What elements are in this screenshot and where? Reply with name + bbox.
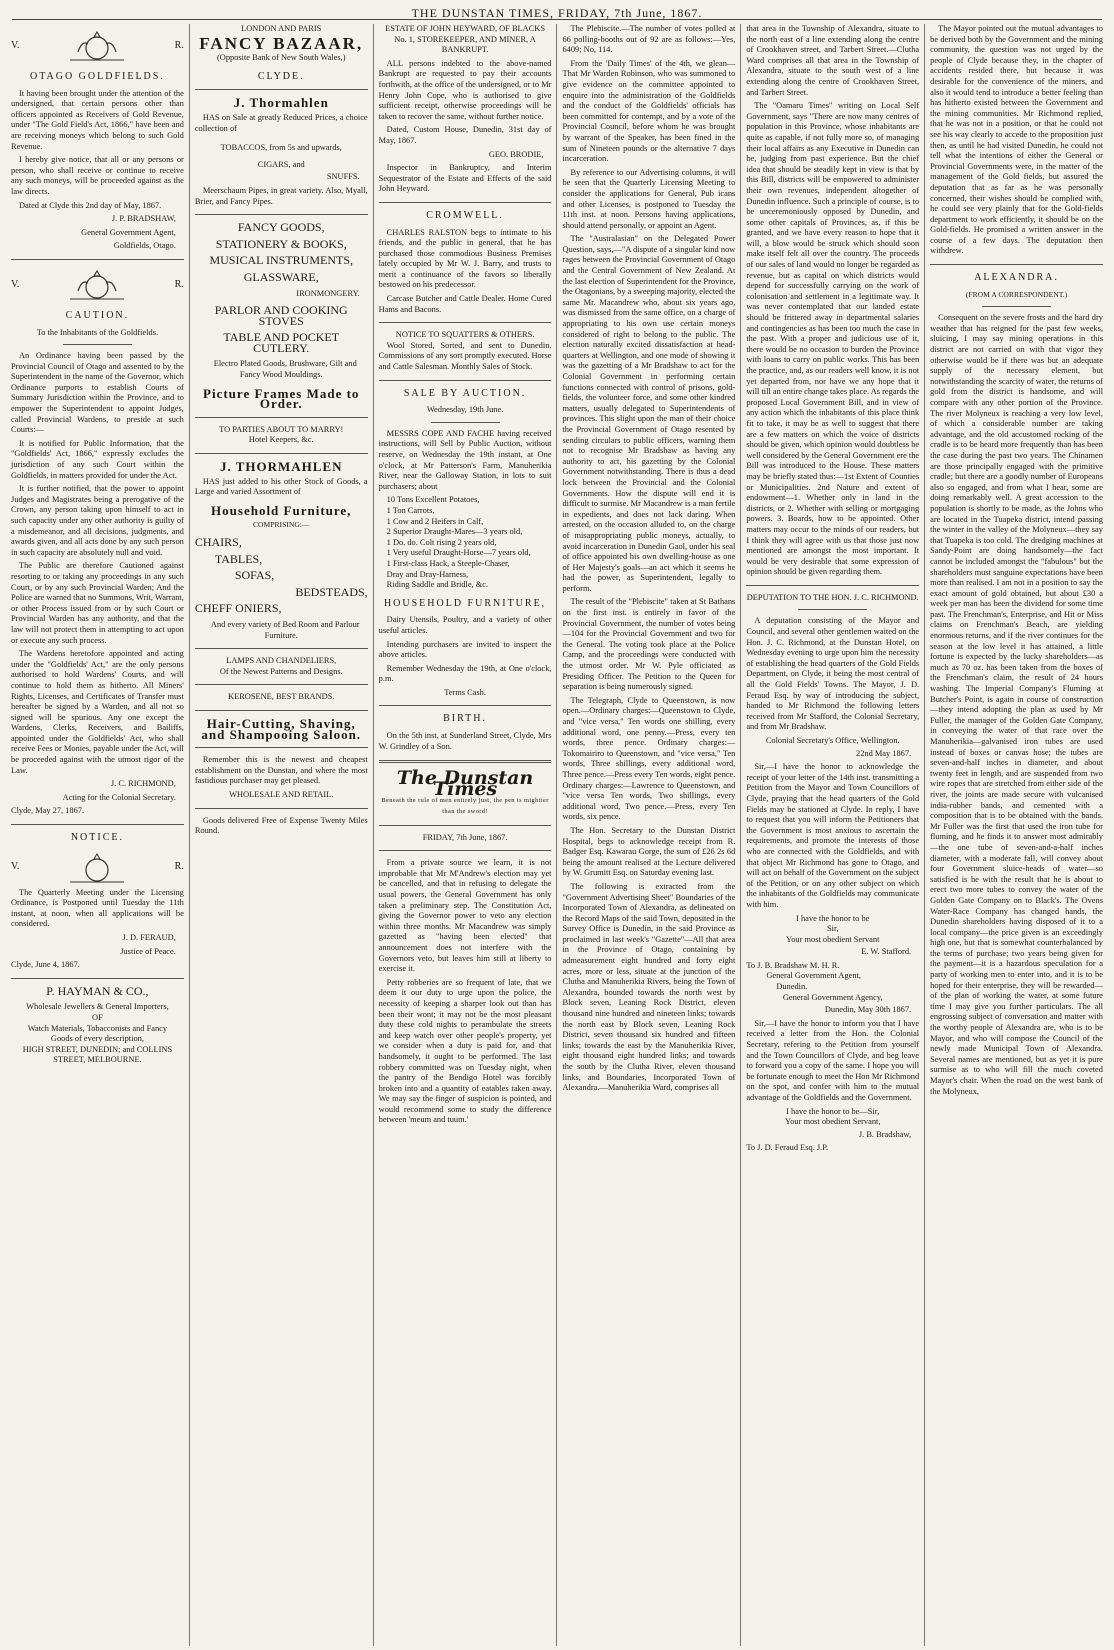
estate-heading: ESTATE OF JOHN HEYWARD, OF BLACKS No. 1, STOREKEEPER, AND MINER, A BANKRUPT. xyxy=(385,24,545,55)
notice-heading: NOTICE. xyxy=(70,832,124,844)
goldfields-heading: OTAGO GOLDFIELDS. xyxy=(29,71,165,82)
thormahlen-name: J. Thormahlen xyxy=(233,95,329,111)
royal-arms-3: V. R. xyxy=(11,850,184,886)
royal-crest-icon xyxy=(62,28,132,64)
column-5: that area in the Township of Alexandra, situate to the north east of a line extending along the centre of Crookhaven street, and Tarbert Street.—Clutha Ward comprises all that area in the Township of Alexandra, situate to the south west of a line extending along the centre of Crookhaven Street, and Tarbert Street. The "Oamaru Times" writing on Local Self Government, says "There are now many centres of population in this Province, whose inhabitants are quite as capable, if not fully more so, of managing their local affairs as any Executive in Dunedin can be, judging from past experience. But the chief idea that should be steadily kept in view is that by this Bill, districts will be empowered to administer their own revenues, independent altogether of Dunedin influence. Such a principle of course, is to be unceremoniously opposed by Dunedin, and some other capitals of Provinces, as, if this be granted, and we have every reason to hope that it will, a blow would be struck which should soon make itself felt all over the country. The proceeds of our sales of land would no longer be regarded as revenue, but as capital on which districts would depend for successfully carrying on the work of colonisation and settlement in a legitimate way. It was never contemplated that our landed estate should be frittered away in departmental salaries and contingencies as has been too much the case in the past. With a proper and judicious use of it, there would be no occasion to burden the Province with loans to carry on public works. This has been the practice, and, as our readers well know, it is not yet departed from, nor have we any hope that it will till an entire change takes place. As regards the proposed Local Government Bill, and in view of any action which the inhabitants of this place think fit to take, it may be as well to suggest that there are a few matters on which the voice of districts should be given, which opinion would doubtless be well considered by the General Government ere the Bill was introduced to the House. These matters may be briefly stated thus:—1st Extent of Counties or Municipalities. 2nd Nature and extent of endowment—1. Whether only in land in the districts, or 2. Whether with selling or mortgaging powers. 3. Boards, how to be appointed. Other matters may occur to the minds of our readers, but I think they will agree with us that those just now mentioned are amongst the most important. It would be very desirable that some expression of opinion should be given regarding them. DEPUTATION TO THE HON. J. C. RICHMOND. A deputation consisting of the Mayor and Council, and several other gentlemen waited on the Hon. J. C. Richmond, at the Dunstan Hotel, on Wednesday evening to urge upon him the necessity of establishing the head quarters of the Gold Fields Department, on Clyde, it being the most central of all the Gold Fields' Towns. The Mayor, J. D. Feraud Esq. by way of introducing the subject, handed to Mr Richmond the following letters received from Mr Stafford, the Colonial Secretary, and from Mr Bradshaw. Colonial Secretary's Office, Wellington. 22nd May 1867. Sir,—I have the honor to acknowledge the receipt of your letter of the 14th inst. transmitting a Petition from the Mayor and Town Councillors of Clyde, praying that the head quarters of the Gold Fields may be stationed at Clyde. In reply, I have to request that you will inform the Petitioners that the Government is most anxious to ascertain the requirements, and promote the interests of those who are connected with the Goldfields, and with that object Mr Richmond has gone to Otago, and will act on behalf of the Government on the subject of the Petition, or on any other subject on which the inhabitants of the Goldfields may communicate with him. I have the honor to be Sir, Your most obedient Servant E. W. Stafford. To J. B. Bradshaw M. H. R. General Government Agent, Dunedin. General Government Agency, Dunedin, May 30th 1867. Sir,—I have the honor to inform you that I have received a letter from the Hon. the Colonial Secretary, refering to the Petition from yourself and the Town Councillors of Clyde, and beg leave to forward you a copy of the same. I hope you will be fortunate enough to meet the Hon Mr Richmond on the spot, and confer with him to the mutual advantage of the Goldfields and the Government. I have the honor to be—Sir, Your most obedient Servant, J. B. Bradshaw, To J. D. Feraud Esq. J.P. xyxy=(741,24,925,1646)
hayman-heading: P. HAYMAN & CO., xyxy=(46,983,149,998)
column-6: The Mayor pointed out the mutual advantages to be derived both by the Government and the mining community, the question was not urged by the people of Clyde because they, in the chapter of accidents resided there, but because it was desirable for the convenience of the miners, and also it would tend to introduce a better feeling than has hitherto existed between the Government and the mining communities. Mr Richmond replied, that he was not in a position, or that he could not see his way clearly to accede to the proposition just then, as until he had visited Dunedin, he could not tell what the intentions of either the General or Provincial Governments were, in the matter of the management of the Gold fields, but assured the deputation that as far as he was personally concerned, their wishes should be complied with, he could see very plainly that for the Gold-fields department to work efficiently, it should be on the Gold-fields. He promised a written answer in the course of a few days. The deputation then withdrew. ALEXANDRA. (FROM A CORRESPONDENT.) Consequent on the severe frosts and the hard dry weather that has reigned for the past few weeks, sluicing, I may say mining operations in this district are not carried on with that vigor they otherwise would be if there was but an adequate supply of the necessary element, but notwithstanding the scarcity of water, the returns of gold from the district is handsome, and will compare with any other portion of the Province. The river Molyneux is reaching a very low level, of which a considerable number are taking advantage, and the old accustomed rocking of the cradle is to be heard more frequently than has been the case during the past two years. The Chinamen are those principally engaged with the primitive cradle; but there are a goodly number of Europeans also so engaged, and from what I hear, some are doing remarkably well. A great accession to the population is shortly to be made, as the Johns who are located in the Tuapeka district, intend passing the winter in the valley of the Molyneux—they say that Tuapeka is too cold. The dredging machines at Sandy-Point are doing handsomely—the fact cannot be included amongst the "fabulous" but the shareholders must sanguine expectations have been more than realised. I am not in a position to say the exact amount of gold obtained, but about £30 a week per man has been the dividend for some time past. The Frenchman's, Enterprise, and Hit or Miss claims on Frenchman's Beach, are yielding enormous returns, and if the river continues for the season at the low level it has attained, a little fortune is expected by the lucky shareholders—as much as 70 oz. has been taken from the boxes of the Frenchman's claim, the result of 24 hours washing. The Imperial Company's Fluming at Butcher's Point, is again in course of construction—they intend adopting the plan as used by Mr Fuller, the manager of the Golden Gate Company, in conveying the water of that race over the Manuherikia—galvanised iron tubes are used instead of boxes or canvas hose; the tubes are seven-and-half inches in diameter, and about twenty feet in length, and are suspended from two wire ropes that are stretched from either side of the river, the joints are made secure with vulcanised india-rubber bands, and cemented with a composition that is to be obtained with the bands. Mr Fuller was the first that used the iron tube for fluming, and he finds it to answer most admirably—the one tube of seven-and-a-half inches diameter, with a moderate fall, will convey about four Government sluice-heads of water—so satisfied is he with the result that he is about to erect two more tubes to convey the water of the Golden Gate Company on to Black's. The Ovens Water-Race Company has changed hands, the Dunedin shareholders having disposed of it to a local company—the price given is an exceedingly high one, but that is somewhat counterbalanced by the terms of purchase; two years being given for the payment—it is a hazardous speculation for a party of working men to enter into, and it is to be hoped for their enterprise, they will be rewarded—of the plan of working the water, at some future time I may give you further particulars. The all engrossing subject of conversation and matter with the worthy people of Alexandra are, who is to be Mayor, and who will compose the Council of the newly made Municipal Town of Alexandra. Several names are mentioned, but as yet it is pure surmise as to who will fill the much coveted Mayor's chair. When the road on the west bank of the Molyneux, xyxy=(930,24,1103,1096)
royal-arms-2: V. R. xyxy=(11,267,184,303)
column-2: LONDON AND PARIS FANCY BAZAAR, (Opposite Bank of New South Wales,) CLYDE. J. Thormahlen HAS on Sale at greatly Reduced Prices, a choice collection of TOBACCOS, from 5s and upwards, CIGARS, and SNUFFS. Meerschaum Pipes, in great variety. Also, Myall, Brier, and Fancy Pipes. FANCY GOODS, STATIONERY & BOOKS, MUSICAL INSTRUMENTS, GLASSWARE, IRONMONGERY. PARLOR AND COOKING STOVES TABLE AND POCKET CUTLERY. Electro Plated Goods, Brushware, Gilt and Fancy Wood Mouldings. Picture Frames Made to Order. TO PARTIES ABOUT TO MARRY! Hotel Keepers, &c. J. THORMAHLEN HAS just added to his other Stock of Goods, a Large and varied Assortment of Household Furniture, COMPRISING:— CHAIRS, TABLES, SOFAS, BEDSTEADS, CHEFF ONIERS, And every variety of Bed Room and Parlour Furniture. LAMPS AND CHANDELIERS, Of the Newest Patterns and Designs. KEROSENE, BEST BRANDS. Hair-Cutting, Shaving, and Shampooing Saloon. Remember this is the newest and cheapest establishment on the Dunstan, and where the most fastidious purchaser may get pleased. WHOLESALE AND RETAIL. Goods delivered Free of Expense Twenty Miles Round. xyxy=(190,24,374,1646)
birth-heading: BIRTH. xyxy=(443,713,488,725)
column-4: The Plebiscite.—The number of votes polled at 66 polling-booths out of 92 are as follows:—Yes, 6409; No, 114. From the 'Daily Times' of the 4th, we glean—That Mr Warden Robinson, who was summoned to give evidence on the committee appointed to enquire into the administration of the Goldfields and the conduct of the Goldfields' officials has been committed for contempt, and by a vote of the Provincial Council, before whom he was brought by warrant of the Speaker, has been fined in the sum of Nineteen pounds or the alternative 7 days incarceration. By reference to our Advertising columns, it will be seen that the Quarterly Licensing Meeting to consider the applications for General, Pub icans and other Licenses, is postponed to Tuesday the 11th inst. at noon. Persons having applications, should attend personally, or appoint an Agent. The "Australasian" on the Delegated Power Question, says,—"A dispute of a singular kind now rages between the Provincial Government of Otago and the Central Government of New Zealand. At the last election of Superintendent for the Province, the Otagonians, by a sweeping majority, elected the same Mr. Macandrew who, about six years ago, was dismissed from the same office, on a charge of appropriating to his own use certain moneys considered of right to belong to the public. The election naturally excited dissatisfaction at head-quarters at Wellington, and one mode of showing it was the gazetting of a Mr Bradshaw to act for the Colonial Government in performing certain functions connected with control of prisons, gold-fields, the volunteer force, and some other kindred matters, usually delegated to Superintendents of provinces. This slight upon the man of their choice the Provincial Government of Otago resented by sending circulars to public officers, warning them not to recognise Mr Bradshaw as having any authority to act, his gazetting by the Colonial Government notwithstanding. There is thus a dead lock between the Provincial and the Colonial Governments. How the dispute will end it is difficult to surmise. Mr Macandrew is a man fertile in expedients, and does not lack daring. When arrested, on the occasion alluded to, on the charge of misappropriating public moneys, actually, to avoid incarceration in Dunedin Gaol, under his seal of office appointed his own dwelling-house as one of Her Majesty's goals—an act which it seems he had the power, as Superintendent, legally to perform. The result of the "Plebiscite" taken at St Bathans on the first inst. is entirely in favor of the Provincial Government, the number of votes being—104 for the Provincial Government and two for the General. The voting took place at the Police Camp, and the proceedings were conducted with the utmost order. Mr W. Pyle officiated as Presiding Officer. The Petition to the Queen for separation is being numerously signed. The Telegraph, Clyde to Queenstown, is now open.—Ordinary charges:—Queenstown to Clyde, and "vice versa," Ten words one shilling, every additional word, one penny.—Press, every ten words, three pence. Ordinary charges:—Tokomairiro to Queenstown, and "vice versa," Ten words, Three shillings, every additional word, Three pence.—Press every Ten words, eight pence. Ordinary charges:—Lawrence to Queenstown, and "vice versa Ten words, Two shillings, every additional word, Two pence.—Press, every Ten words, six pence. The Hon. Secretary to the Dunstan District Hospital, begs to acknowledge receipt from R. Badger Esq. Kawarau Gorge, the sum of £26 2s 6d being the amount realised at the Lecture delivered by W. Grumitt Esq. on Saturday evening last. The following is extracted from the "Government Advertising Sheet" Boundaries of the Incorporated Town of Alexandra, as delineated on the Record Maps of the said Town, deposited in the Survey Office is Dunedin, in the said Province as proclaimed in last week's "Gazette"—All that area in the Province of Otago, containing by admeasurement eight hundred and forty eight acres, more or less, situate at the junction of the Clutha and Manuherikia Rivers, being the Town of Alexandra, bounded towards the north west by Block seven, Leaning Rock District, eleven thousand nine hundred and nineteen links; towards the north east by Block seven, Leaning Rock District, seven thousand six hundred and fifteen links; towards the east by the Manuherikia River, eight thousand eight hundred links; and towards the south by the Clutha River, eleven thousand links, and Boundaries, Incorporated Town of Alexandra.—Manuherikia Ward, comprises all xyxy=(557,24,741,1646)
sale-heading: SALE BY AUCTION. xyxy=(403,387,527,399)
royal-crest-icon xyxy=(62,267,132,303)
deputation-heading: DEPUTATION TO THE HON. J. C. RICHMOND. xyxy=(746,592,919,602)
royal-arms: V. R. xyxy=(11,28,184,64)
columns xyxy=(6,24,1108,1646)
auction-items: 10 Tons Excellent Potatoes, 1 Ton Carrots, 1 Cow and 2 Heifers in Calf, 2 Superior Draught-Mares—3 years old, 1 Do. do. Colt rising 2 years old, 1 Very useful Draught-Horse—7 years old, 1 First-class Hack, a Steeple-Chaser, Dray and Dray-Harness, Riding Saddle and Bridle, &c. xyxy=(386,495,531,590)
newspaper-motto: Beneath the rule of men entirely just, the pen is mightier than the sword! xyxy=(381,797,549,816)
caution-heading: CAUTION. xyxy=(65,309,130,321)
issue-date: FRIDAY, 7th June, 1867. xyxy=(422,832,508,842)
newspaper-nameplate: The Dunstan Times xyxy=(396,767,534,800)
cromwell-heading: CROMWELL. xyxy=(426,209,504,221)
fancy-bazaar-title: FANCY BAZAAR, xyxy=(199,33,364,53)
royal-crest-icon xyxy=(62,850,132,886)
alexandra-heading: ALEXANDRA. xyxy=(974,272,1059,284)
column-1: V. R. OTAGO GOLDFIELDS. It having been brought under the attention of the undersigned, that certain persons other than officers appointed as Receivers of Gold Revenue, under "The Gold Field's Act, 1866," have been and are receiving moneys which belong to such Gold Revenue. I hereby give notice, that all or any persons or person, who shall receive or continue to receive any such moneys, will be proceeded against as the law directs. Dated at Clyde this 2nd day of May, 1867. J. P. BRADSHAW, General Government Agent, Goldfields, Otago. V. R. CAUTION. To the Inhabitants of the Goldfields. An Ordinance having been passed by the Provincial Council of Otago and assented to by the Superintendent in the name of the Governor, which Ordinance purports to establish Courts of Summary Jurisdiction within the Province, and to empower the Superintendent to appoint Judges, called Provincial Wardens, to preside at such Courts:— It is notified for Public Information, that the "Goldfields' Act, 1866," expressly excludes the jurisdiction of any such Court within the Goldfields, in matters provided for under the Act. It is further notified, that the power to appoint Judges and Magistrates being a prerogative of the Crown, any person taking upon himself to act in such capacity under any other authority is guilty of a misdemeanor, and all decisions, judgments, and awards given, and all acts done by any such person in such capacity are absolutely null and void. The Public are therefore Cautioned against resorting to or taking any proceedings in any such Court, or by any such Provincial Warden; And the Police are warned that no Summons, Writ, Warrant, or other Process issued from or by such Court or Provincial Warden has any authority, and that the law will not protect them in attempting to act upon or execute any such process. The Wardens heretofore appointed and acting under the "Goldfields' Act," are the only persons authorised to hold Wardens' Courts, and will continue to hold them as hitherto. All Miners' Rights, Licenses, and Certificates of Transfer must hereafter be signed by a Warden, and all not so signed will be spurious. Any one except the Wardens, Clerks, Receivers, and Bailiffs, appointed under the Goldfields' Act, who shall receive Fees or Monies, payable under the Act, will be proceeded against with the utmost rigor of the Law. J. C. RICHMOND, Acting for the Colonial Secretary. Clyde, May 27, 1867. NOTICE. V. R. The Quarterly Meeting under the Licensing Ordinance, is Postponed until Tuesday the 11th instant, at noon, when all applications will be considered. J. D. FERAUD, Justice of Peace. Clyde, June 4, 1867. P. HAYMAN & CO., Wholesale Jewellers & General Importers, OF Watch Materials, Tobacconists and Fancy Goods of every description, HIGH STREET, DUNEDIN; and COLLINS STREET, MELBOURNE. xyxy=(6,24,190,1646)
column-3: ESTATE OF JOHN HEYWARD, OF BLACKS No. 1, STOREKEEPER, AND MINER, A BANKRUPT. ALL persons indebted to the above-named Bankrupt are requested to pay their accounts forthwith, at the office of the undersigned, or to Mr Henry John Cope, who is authorised to give sufficient receipt, otherwise proceedings will be taken to recover the same, without further notice. Dated, Custom House, Dunedin, 31st day of May, 1867. GEO. BRODIE, Inspector in Bankruptcy, and Interim Sequestrator of the Estate and Effects of the said John Heyward. CROMWELL. CHARLES RALSTON begs to intimate to his friends, and the public in general, that he has purchased those commodious Business Premises lately occupied by Mr W. J. Barry, and trusts to merit a continuance of the favors so liberally bestowed on his predecessor. Carcase Butcher and Cattle Dealer. Home Cured Hams and Bacons. NOTICE TO SQUATTERS & OTHERS. Wool Stored, Sorted, and sent to Dunedin. Commissions of any sort promptly executed. Horse and Cattle Salesman. Monthly Sales of Stock. SALE BY AUCTION. Wednesday, 19th June. MESSRS COPE AND FACHE having received instructions, will Sell by Public Auction, without reserve, on Wednesday the 19th instant, at One o'clock, at Mr Patterson's Farm, Manuherikia River, near the Galloway Station, in lots to suit purchasers; about 10 Tons Excellent Potatoes, 1 Ton Carrots, 1 Cow and 2 Heifers in Calf, 2 Superior Draught-Mares—3 years old, 1 Do. do. Colt rising 2 years old, 1 Very useful Draught-Horse—7 years old, 1 First-class Hack, a Steeple-Chaser, Dray and Dray-Harness, Riding Saddle and Bridle, &c. HOUSEHOLD FURNITURE, Dairy Utensils, Poultry, and a variety of other useful articles. Intending purchasers are invited to inspect the above articles. Remember Wednesday the 19th, at One o'clock, p.m. Terms Cash. BIRTH. On the 5th inst, at Sunderland Street, Clyde, Mrs W. Grindley of a Son. The Dunstan Times Beneath the rule of men entirely just, the pen is mightier than the sword! FRIDAY, 7th June, 1867. From a private source we learn, it is not improbable that Mr M'Andrew's election may yet be cancelled, and that in refusing to delegate the usual powers, the General Government has only taken a preliminary step. The Constitution Act, giving the Governor power to veto any election within three months. Mr Macandrew was simply gazetted as "having been elected" that announcement does not interfere with the Governors veto, but leaves him still at liberty to exercise it. Petty robberies are so frequent of late, that we deem it our duty to urge upon the police, the necessity of keeping a sharper look out than has been their wont; it may not be the most pleasant duty these cold nights to perambulate the streets and keep watch over other people's property, yet we consider when a duty is paid for, and that handsomely, it ought to be performed. The last robbery committed was on Tuesday night, when the pantry of the Bendigo Hotel was forcibly broken into and a quantity of eatables taken away. We may say the finger of suspicion is pointed, and would recommend some to study the difference between 'meum and tuum.' xyxy=(374,24,558,1646)
running-head: THE DUNSTAN TIMES, FRIDAY, 7th June, 1867. xyxy=(12,6,1102,20)
